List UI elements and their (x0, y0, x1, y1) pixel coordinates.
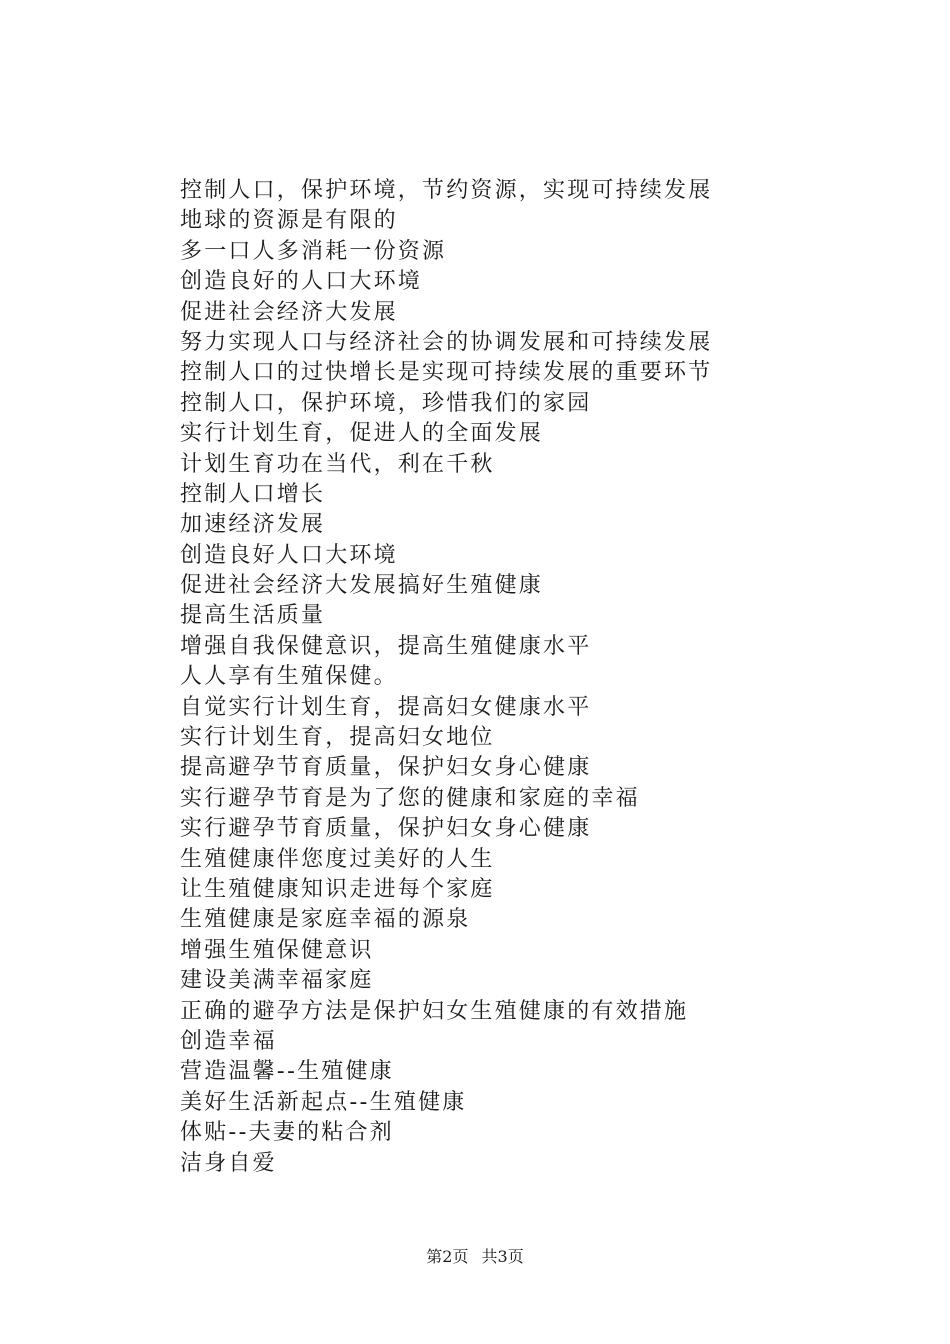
text-line: 提高避孕节育质量，保护妇女身心健康 (180, 755, 592, 781)
text-line: 正确的避孕方法是保护妇女生殖健康的有效措施 (180, 998, 689, 1024)
text-line: 实行避孕节育是为了您的健康和家庭的幸福 (180, 785, 640, 811)
text-line: 人人享有生殖保健。 (180, 664, 398, 690)
text-line: 创造良好的人口大环境 (180, 269, 423, 295)
text-line: 计划生育功在当代，利在千秋 (180, 451, 495, 477)
slogan-list (180, 176, 880, 1179)
text-line: 营造温馨--生殖健康 (180, 1059, 394, 1085)
text-line: 让生殖健康知识走进每个家庭 (180, 876, 495, 902)
page-number: 第2页 (426, 1247, 469, 1266)
text-line: 地球的资源是有限的 (180, 208, 398, 234)
text-line: 多一口人多消耗一份资源 (180, 238, 447, 264)
text-line: 增强生殖保健意识 (180, 937, 374, 963)
text-line: 体贴--夫妻的粘合剂 (180, 1120, 394, 1146)
text-line: 生殖健康是家庭幸福的源泉 (180, 907, 471, 933)
text-line: 加速经济发展 (180, 512, 326, 538)
text-line: 美好生活新起点--生殖健康 (180, 1089, 467, 1115)
page-total: 共3页 (481, 1247, 524, 1266)
text-line: 自觉实行计划生育，提高妇女健康水平 (180, 694, 592, 720)
text-line: 洁身自爱 (180, 1150, 277, 1176)
text-line: 增强自我保健意识，提高生殖健康水平 (180, 633, 592, 659)
text-line: 努力实现人口与经济社会的协调发展和可持续发展 (180, 329, 713, 355)
text-line: 控制人口增长 (180, 481, 326, 507)
text-line: 实行避孕节育质量，保护妇女身心健康 (180, 816, 592, 842)
text-line: 建设美满幸福家庭 (180, 968, 374, 994)
text-line: 控制人口的过快增长是实现可持续发展的重要环节 (180, 360, 713, 386)
text-line: 实行计划生育，促进人的全面发展 (180, 421, 544, 447)
text-line: 实行计划生育，提高妇女地位 (180, 725, 495, 751)
text-line: 控制人口，保护环境，珍惜我们的家园 (180, 390, 592, 416)
text-line: 促进社会经济大发展 (180, 299, 398, 325)
text-line: 生殖健康伴您度过美好的人生 (180, 846, 495, 872)
text-line: 创造幸福 (180, 1028, 277, 1054)
text-line: 控制人口，保护环境，节约资源，实现可持续发展 (180, 178, 713, 203)
page-footer (0, 1244, 950, 1267)
text-line: 提高生活质量 (180, 603, 326, 629)
text-line: 促进社会经济大发展搞好生殖健康 (180, 573, 544, 599)
text-line: 创造良好人口大环境 (180, 542, 398, 568)
